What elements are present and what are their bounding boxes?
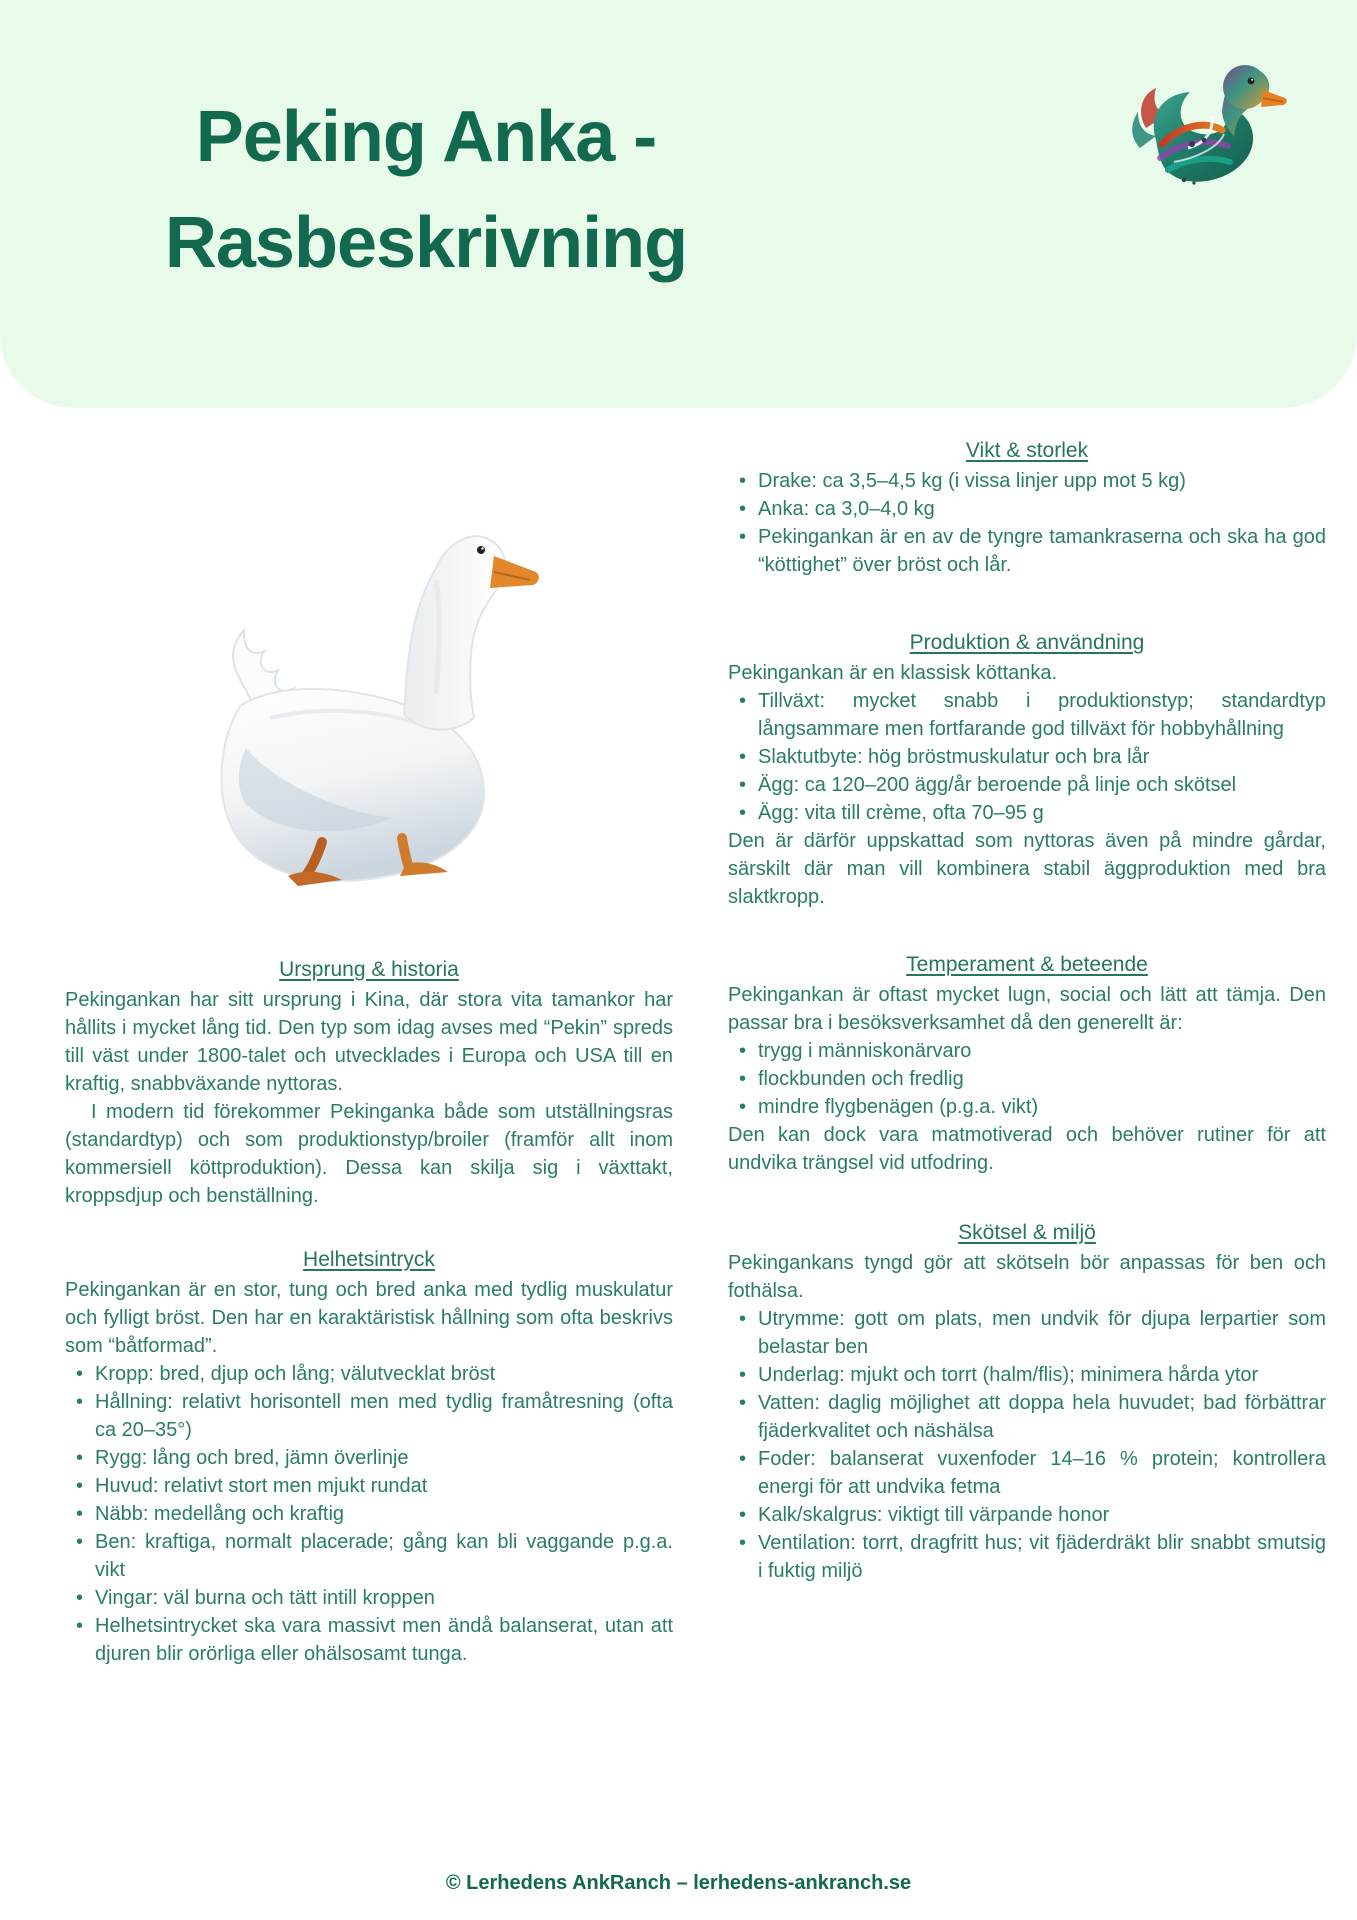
temperament-outro: Den kan dock vara matmotiverad och behöver rutiner för att undvika trängsel vid utfodring. (728, 1124, 1326, 1174)
bullet-item: • Drake: ca 3,5–4,5 kg (i vissa linjer upp mot 5 kg) (728, 467, 1326, 495)
bullet-item: • Vatten: daglig möjlighet att doppa hela huvudet; bad förbättrar fjäderkvalitet och näshälsa (728, 1389, 1326, 1445)
skotsel-bullet-list (728, 1305, 1326, 1585)
bullet-item: • Utrymme: gott om plats, men undvik för djupa lerpartier som belastar ben (728, 1305, 1326, 1361)
section-produktion-anvandning (728, 629, 1326, 911)
section-heading-skotsel: Skötsel & miljö (958, 1221, 1096, 1244)
section-temperament-beteende (728, 951, 1326, 1177)
footer-credit: © Lerhedens AnkRanch – lerhedens-ankranch.se (445, 1872, 912, 1894)
bullet-item: • Hållning: relativt horisontell men med tydlig framåtresning (ofta ca 20–35°) (65, 1388, 673, 1444)
duck-photo (150, 450, 542, 888)
bullet-item: • Anka: ca 3,0–4,0 kg (728, 495, 1326, 523)
duck-logo (1126, 46, 1290, 198)
temperament-intro: Pekingankan är oftast mycket lugn, social och lätt att tämja. Den passar bra i besöksverksamhet då den generellt är: (728, 984, 1326, 1034)
bullet-item: • flockbunden och fredlig (728, 1065, 1326, 1093)
bullet-item: • Tillväxt: mycket snabb i produktionstyp; standardtyp långsammare men fortfarande god tillväxt för hobbyhållning (728, 687, 1326, 743)
helhetsintryck-intro: Pekingankan är en stor, tung och bred anka med tydlig muskulatur och fylligt bröst. Den har en karaktäristisk hållning som ofta beskrivs som “båtformad”. (65, 1279, 673, 1357)
temperament-bullet-list (728, 1037, 1326, 1121)
bullet-item: • Foder: balanserat vuxenfoder 14–16 % protein; kontrollera energi för att undvika fetma (728, 1445, 1326, 1501)
bullet-item: • Näbb: medellång och kraftig (65, 1500, 673, 1528)
section-heading-ursprung: Ursprung & historia (279, 958, 459, 981)
vikt-bullet-list (728, 467, 1326, 579)
bullet-item: • Ventilation: torrt, dragfritt hus; vit fjäderdräkt blir snabbt smutsig i fuktig miljö (728, 1529, 1326, 1585)
bullet-item: • Huvud: relativt stort men mjukt rundat (65, 1472, 673, 1500)
bullet-item: • Rygg: lång och bred, jämn överlinje (65, 1444, 673, 1472)
bullet-item: • Helhetsintrycket ska vara massivt men ändå balanserat, utan att djuren blir orörliga eller ohälsosamt tunga. (65, 1612, 673, 1668)
section-skotsel-miljo (728, 1219, 1326, 1585)
section-heading-produktion: Produktion & användning (909, 631, 1145, 654)
section-vikt-storlek (728, 437, 1326, 579)
bullet-item: • Ben: kraftiga, normalt placerade; gång kan bli vaggande p.g.a. vikt (65, 1528, 673, 1584)
section-ursprung-historia (65, 956, 673, 1210)
bullet-item: • Slaktutbyte: hög bröstmuskulatur och bra lår (728, 743, 1326, 771)
right-column (728, 437, 1326, 1585)
bullet-item: • Underlag: mjukt och torrt (halm/flis); minimera hårda ytor (728, 1361, 1326, 1389)
skotsel-intro: Pekingankans tyngd gör att skötseln bör anpassas för ben och fothälsa. (728, 1252, 1326, 1302)
bullet-item: • Kropp: bred, djup och lång; välutvecklat bröst (65, 1360, 673, 1388)
produktion-bullet-list (728, 687, 1326, 827)
page-title-line-1: Peking Anka - (195, 97, 657, 177)
section-heading-helhetsintryck: Helhetsintryck (303, 1248, 435, 1271)
bullet-item: • Ägg: ca 120–200 ägg/år beroende på linje och skötsel (728, 771, 1326, 799)
section-heading-vikt: Vikt & storlek (965, 439, 1089, 462)
produktion-intro: Pekingankan är en klassisk köttanka. (728, 662, 1058, 684)
bullet-item: • trygg i människonärvaro (728, 1037, 1326, 1065)
bullet-item: • Vingar: väl burna och tätt intill kroppen (65, 1584, 673, 1612)
page-title (40, 84, 812, 296)
left-column (65, 956, 673, 1668)
bullet-item: • Kalk/skalgrus: viktigt till värpande honor (728, 1501, 1326, 1529)
page-title-line-2: Rasbeskrivning (164, 203, 688, 283)
bullet-item: • Ägg: vita till crème, ofta 70–95 g (728, 799, 1326, 827)
bullet-item: • mindre flygbenägen (p.g.a. vikt) (728, 1093, 1326, 1121)
ursprung-paragraph-1: Pekingankan har sitt ursprung i Kina, där stora vita tamankor har hållits i mycket lång tid. Den typ som idag avses med “Pekin” spreds till väst under 1800-talet och utvecklades i Europa och USA till en kraftig, snabbväxande nyttoras. (65, 989, 673, 1095)
produktion-outro: Den är därför uppskattad som nyttoras även på mindre gårdar, särskilt där man vill kombinera stabil äggproduktion med bra slaktkropp. (728, 830, 1326, 908)
ursprung-paragraph-2: I modern tid förekommer Pekinganka både som utställningsras (standardtyp) och som produktionstyp/broiler (framför allt inom kommersiell köttproduktion). Dessa kan skilja sig i växttakt, kroppsdjup och benställning. (65, 1101, 673, 1207)
helhetsintryck-bullet-list (65, 1360, 673, 1668)
bullet-item: • Pekingankan är en av de tyngre tamankraserna och ska ha god “köttighet” över bröst och lår. (728, 523, 1326, 579)
section-heading-temperament: Temperament & beteende (906, 953, 1148, 976)
section-helhetsintryck (65, 1246, 673, 1668)
